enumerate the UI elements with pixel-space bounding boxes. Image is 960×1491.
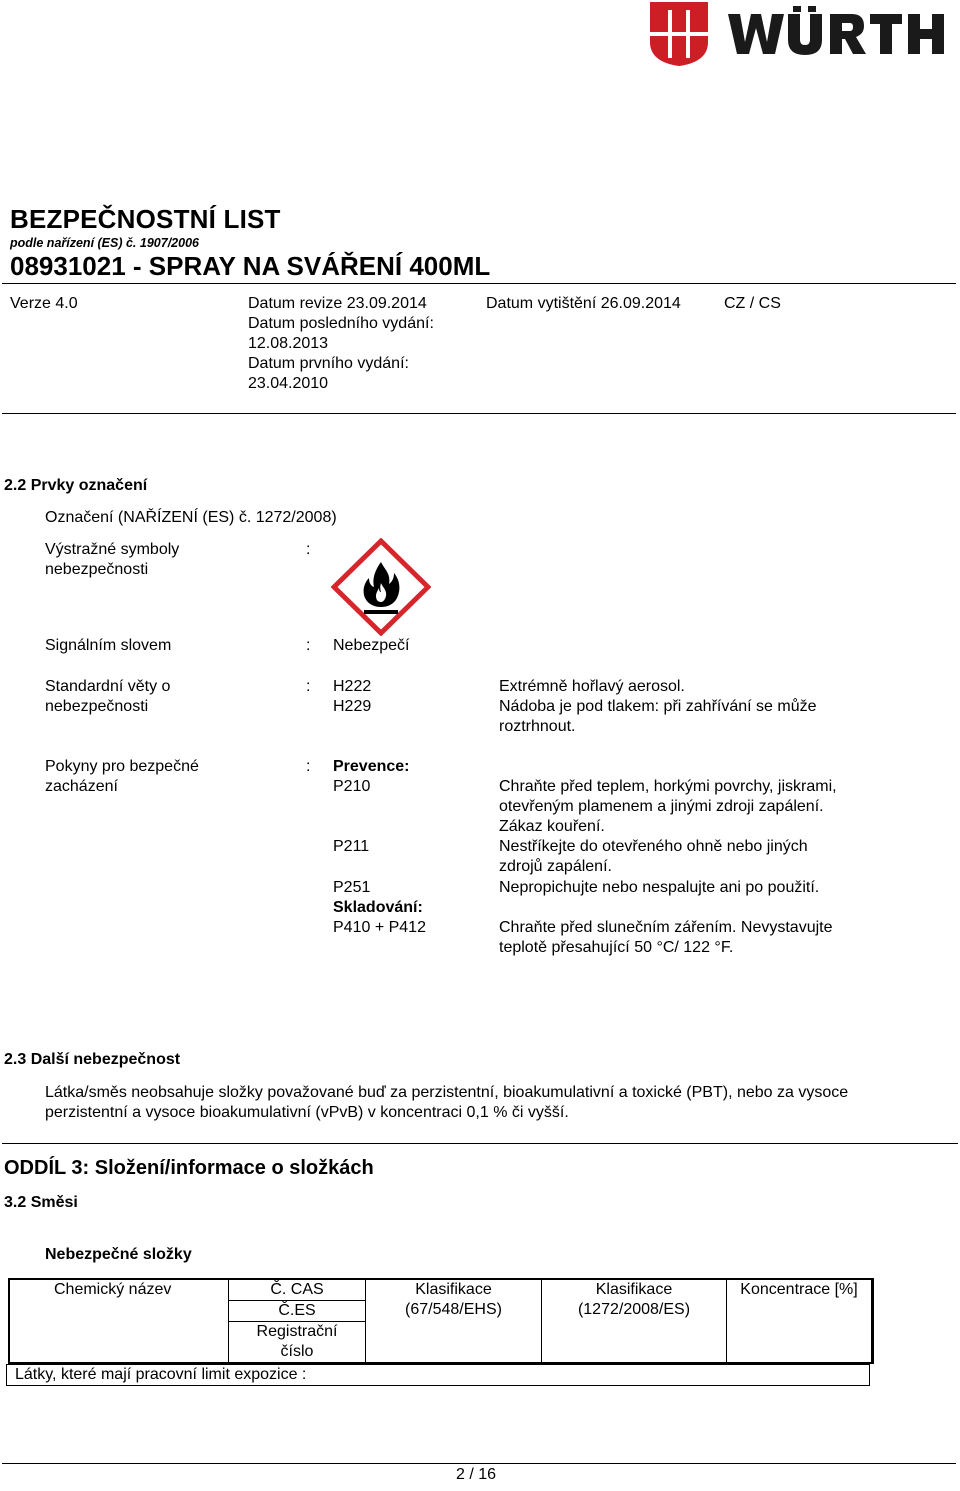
section-3-heading: ODDÍL 3: Složení/informace o složkách xyxy=(4,1157,374,1179)
colon: : xyxy=(306,758,311,775)
precaution-text: teplotě přesahující 50 °C/ 122 °F. xyxy=(499,939,734,956)
colon: : xyxy=(306,678,311,695)
hazard-statements-label: Standardní věty o xyxy=(45,678,171,695)
precaution-label: Pokyny pro bezpečné xyxy=(45,758,199,775)
first-issue-date: 23.04.2010 xyxy=(248,375,329,392)
precaution-code: P251 xyxy=(333,879,371,896)
hazard-text: Nádoba je pod tlakem: při zahřívání se může xyxy=(499,698,817,715)
exposure-limit-row: Látky, které mají pracovní limit expozice : xyxy=(6,1364,870,1386)
last-issue-label: Datum posledního vydání: xyxy=(248,315,434,332)
other-hazards-text: Látka/směs neobsahuje složky považované buď za perzistentní, bioakumulativní a toxické (PBT), nebo za vysoce xyxy=(45,1084,849,1101)
document-title: BEZPEČNOSTNÍ LIST xyxy=(10,204,281,234)
prevention-heading: Prevence: xyxy=(333,758,410,775)
precaution-text: zdrojů zapálení. xyxy=(499,858,612,875)
col-classification-67 xyxy=(365,1279,542,1363)
flame-icon xyxy=(331,538,431,636)
col-registration xyxy=(228,1321,366,1363)
col-chemical-name: Chemický název xyxy=(54,1281,172,1298)
col-classification-67-label: Klasifikace xyxy=(415,1281,492,1298)
precaution-text: Chraňte před slunečním zářením. Nevystavujte xyxy=(499,919,833,936)
col-classification-1272 xyxy=(541,1279,727,1363)
pictogram-label-2: nebezpečnosti xyxy=(45,561,149,578)
footer-rule xyxy=(2,1463,956,1464)
precaution-text: Nestříkejte do otevřeného ohně nebo jiných xyxy=(499,838,808,855)
precaution-text: Nepropichujte nebo nespalujte ani po použití. xyxy=(499,879,820,896)
locale: CZ / CS xyxy=(724,295,781,312)
product-title: 08931021 - SPRAY NA SVÁŘENÍ 400ML xyxy=(10,251,491,281)
col-registration-label-2: číslo xyxy=(280,1343,314,1360)
precaution-code: P210 xyxy=(333,778,371,795)
hazard-code: H222 xyxy=(333,678,372,695)
hazardous-components-heading: Nebezpečné složky xyxy=(45,1246,192,1263)
print-date: Datum vytištění 26.09.2014 xyxy=(486,295,681,312)
signal-word: Nebezpečí xyxy=(333,637,410,654)
last-issue-date: 12.08.2013 xyxy=(248,335,329,352)
pictogram-label: Výstražné symboly xyxy=(45,541,180,558)
section-2-2-heading: 2.2 Prvky označení xyxy=(4,477,148,494)
section-rule xyxy=(2,1143,958,1144)
precaution-code: P211 xyxy=(333,838,370,855)
col-cas xyxy=(228,1279,366,1301)
col-registration-label: Registrační xyxy=(256,1323,338,1340)
colon: : xyxy=(306,637,311,654)
section-3-2-heading: 3.2 Směsi xyxy=(4,1194,78,1211)
other-hazards-text-2: perzistentní a vysoce bioakumulativní (vPvB) v koncentraci 0,1 % či vyšší. xyxy=(45,1104,569,1121)
header-rule xyxy=(2,413,956,414)
precaution-text: otevřeným plamenem a jinými zdroji zapálení. xyxy=(499,798,824,815)
col-concentration xyxy=(726,1279,872,1363)
title-rule xyxy=(2,283,956,284)
first-issue-label: Datum prvního vydání: xyxy=(248,355,409,372)
precaution-text: Chraňte před teplem, horkými povrchy, jiskrami, xyxy=(499,778,837,795)
version: Verze 4.0 xyxy=(10,295,78,312)
hazard-code: H229 xyxy=(333,698,372,715)
section-2-3-heading: 2.3 Další nebezpečnost xyxy=(4,1051,181,1068)
wurth-logo xyxy=(648,0,958,68)
precaution-code: P410 + P412 xyxy=(333,919,426,936)
col-concentration-label: Koncentrace [%] xyxy=(740,1281,858,1298)
col-cas-label: Č. CAS xyxy=(270,1281,324,1298)
hazard-text: Extrémně hořlavý aerosol. xyxy=(499,678,685,695)
colon: : xyxy=(306,541,311,558)
signal-word-label: Signálním slovem xyxy=(45,637,172,654)
precaution-label-2: zacházení xyxy=(45,778,118,795)
col-es xyxy=(228,1300,366,1322)
hazard-text-cont: roztrhnout. xyxy=(499,718,576,735)
page-number: 2 / 16 xyxy=(456,1466,497,1483)
col-classification-1272-label: Klasifikace xyxy=(595,1281,673,1298)
hazard-statements-label-2: nebezpečnosti xyxy=(45,698,149,715)
precaution-text: Zákaz kouření. xyxy=(499,818,605,835)
col-classification-1272-label-2: (1272/2008/ES) xyxy=(577,1301,691,1318)
col-es-label: Č.ES xyxy=(278,1302,316,1319)
document-subtitle: podle nařízení (ES) č. 1907/2006 xyxy=(10,236,199,250)
col-classification-67-label-2: (67/548/EHS) xyxy=(405,1301,502,1318)
revision-date: Datum revize 23.09.2014 xyxy=(248,295,427,312)
regulation-label: Označení (NAŘÍZENÍ (ES) č. 1272/2008) xyxy=(45,509,337,526)
storage-heading: Skladování: xyxy=(333,899,423,916)
